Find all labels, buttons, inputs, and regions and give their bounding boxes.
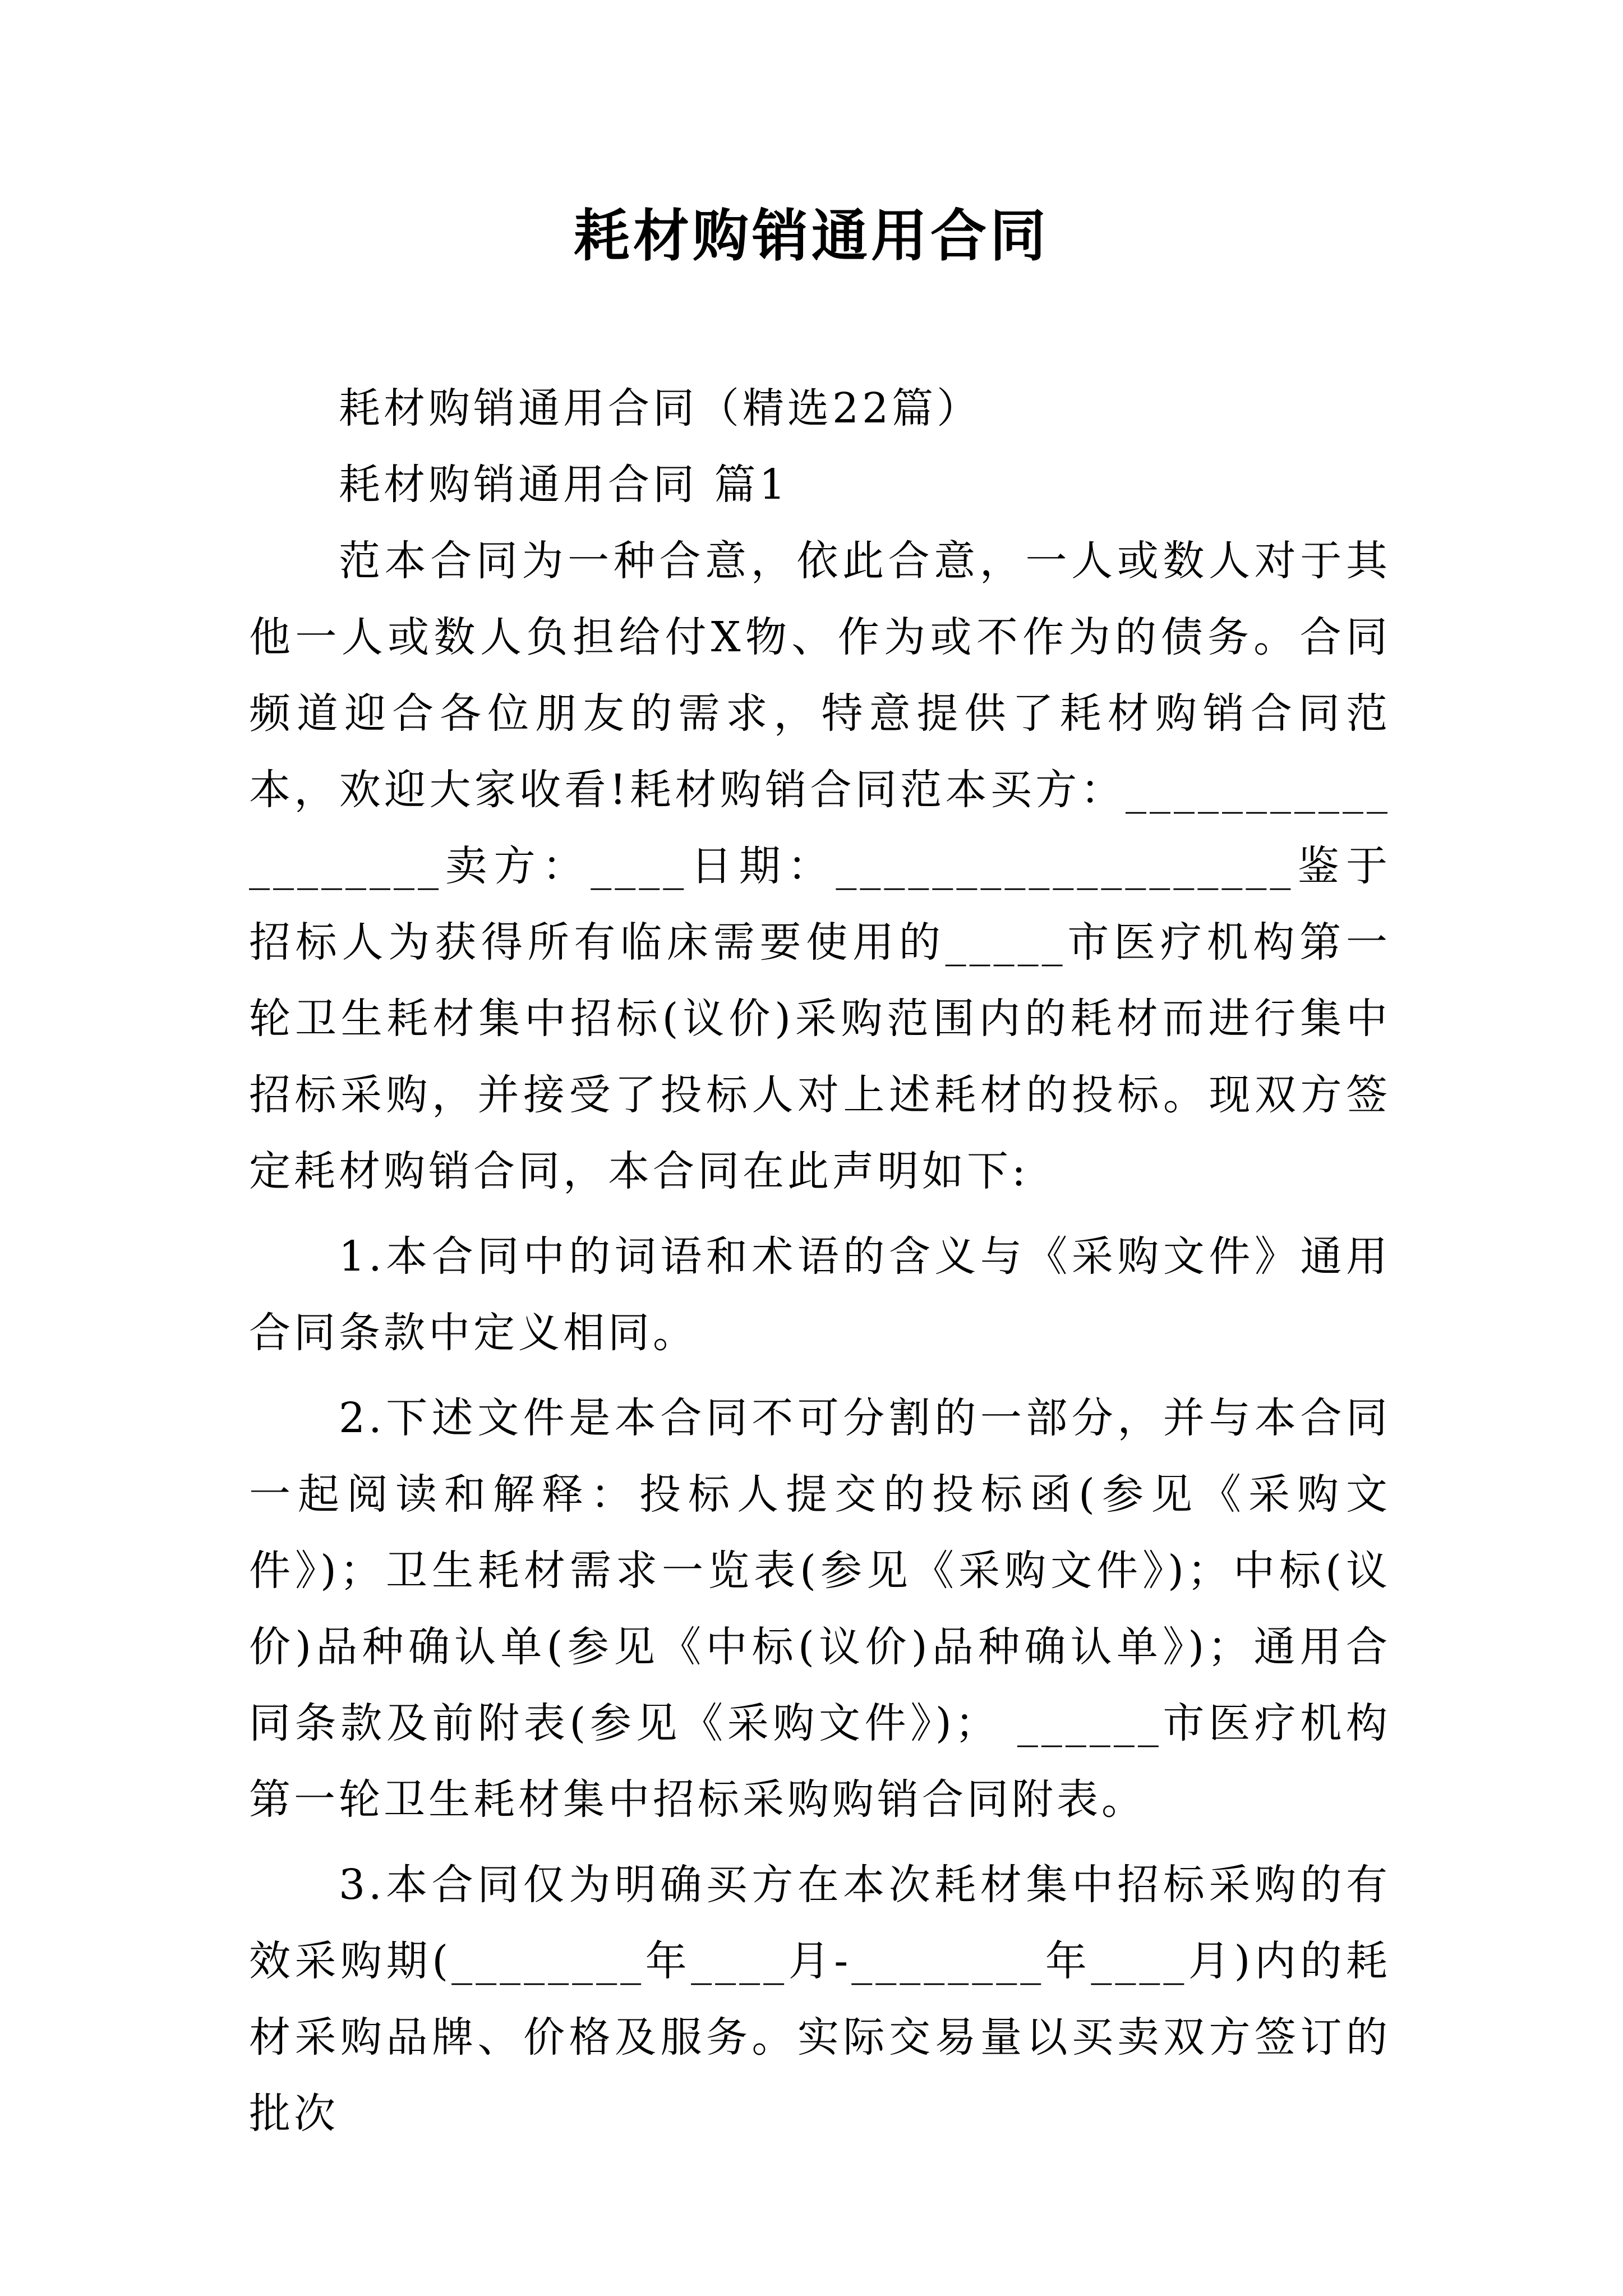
document-body: [249, 370, 1391, 2152]
paragraph-clause-3: 3.本合同仅为明确买方在本次耗材集中招标采购的有效采购期(________年____月-________年____月)内的耗材采购品牌、价格及服务。实际交易量以买卖双方签订的批次: [249, 1861, 1391, 2138]
section-heading: 耗材购销通用合同 篇1: [339, 461, 789, 509]
document-subtitle: 耗材购销通用合同（精选22篇）: [339, 384, 982, 432]
document-title: 耗材购销通用合同: [574, 203, 1049, 269]
paragraph-intro: 范本合同为一种合意，依此合意，一人或数人对于其他一人或数人负担给付X物、作为或不作为的债务。合同频道迎合各位朋友的需求，特意提供了耗材购销合同范本，欢迎大家收看!耗材购销合同范本买方：___________________卖方：____日期：___________________鉴于招标人为获得所有临床需要使用的_____市医疗机构第一轮卫生耗材集中招标(议价)采购范围内的耗材而进行集中招标采购，并接受了投标人对上述耗材的投标。现双方签定耗材购销合同，本合同在此声明如下:: [249, 537, 1391, 1195]
paragraph-clause-2: 2.下述文件是本合同不可分割的一部分，并与本合同一起阅读和解释：投标人提交的投标函(参见《采购文件》)；卫生耗材需求一览表(参见《采购文件》)；中标(议价)品种确认单(参见《中标(议价)品种确认单》)；通用合同条款及前附表(参见《采购文件》)； ______市医疗机构第一轮卫生耗材集中招标采购购销合同附表。: [249, 1394, 1391, 1824]
paragraph-clause-1: 1.本合同中的词语和术语的含义与《采购文件》通用合同条款中定义相同。: [249, 1232, 1391, 1357]
